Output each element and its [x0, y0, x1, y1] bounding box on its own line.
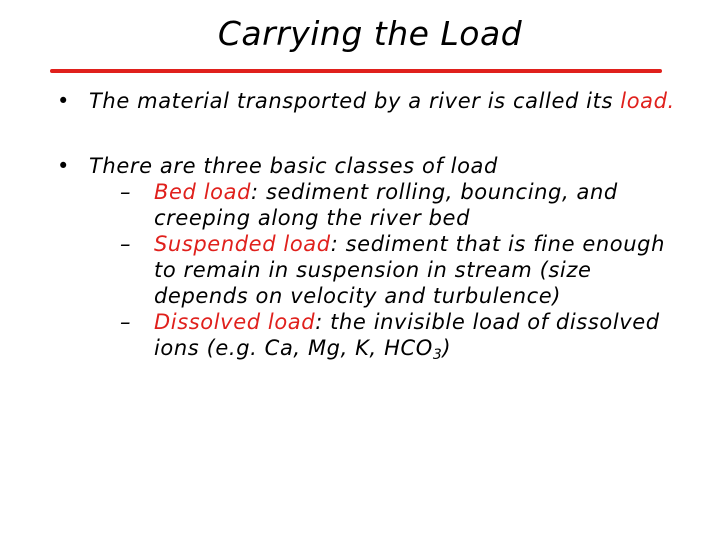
slide-title: Carrying the Load	[217, 14, 523, 53]
sub-bullet-item	[120, 309, 677, 361]
bullet-marker: •	[57, 154, 70, 178]
sub-bullet-text: : the invisible load of dissolved ions (e.g. Ca, Mg, K, HCO	[154, 310, 660, 360]
slide-body	[57, 88, 677, 361]
bullet-marker: •	[57, 89, 70, 113]
bullet-item	[57, 88, 677, 114]
subscript: 3	[432, 347, 443, 363]
highlight-term: Bed load	[154, 180, 252, 204]
sub-bullet-text: : sediment that is fine enough to remain in suspension in stream (size depends on velocity and turbulence)	[154, 232, 665, 308]
sub-bullet-item	[120, 231, 677, 309]
bullet-text: There are three basic classes of load	[89, 154, 498, 178]
highlight-term: load.	[620, 89, 675, 113]
sub-bullet-item	[120, 179, 677, 231]
sub-bullet-marker: –	[120, 310, 132, 334]
sub-bullet-marker: –	[120, 180, 132, 204]
closing-paren: )	[442, 336, 452, 360]
bullet-text: The material transported by a river is called its	[89, 89, 621, 113]
sub-bullet-marker: –	[120, 232, 132, 256]
highlight-term: Dissolved load	[154, 310, 316, 334]
bullet-item	[57, 153, 677, 361]
title-divider	[50, 69, 662, 73]
highlight-term: Suspended load	[154, 232, 331, 256]
sub-bullet-text: : sediment rolling, bouncing, and creeping along the river bed	[154, 180, 618, 230]
sub-bullet-list	[89, 179, 677, 361]
